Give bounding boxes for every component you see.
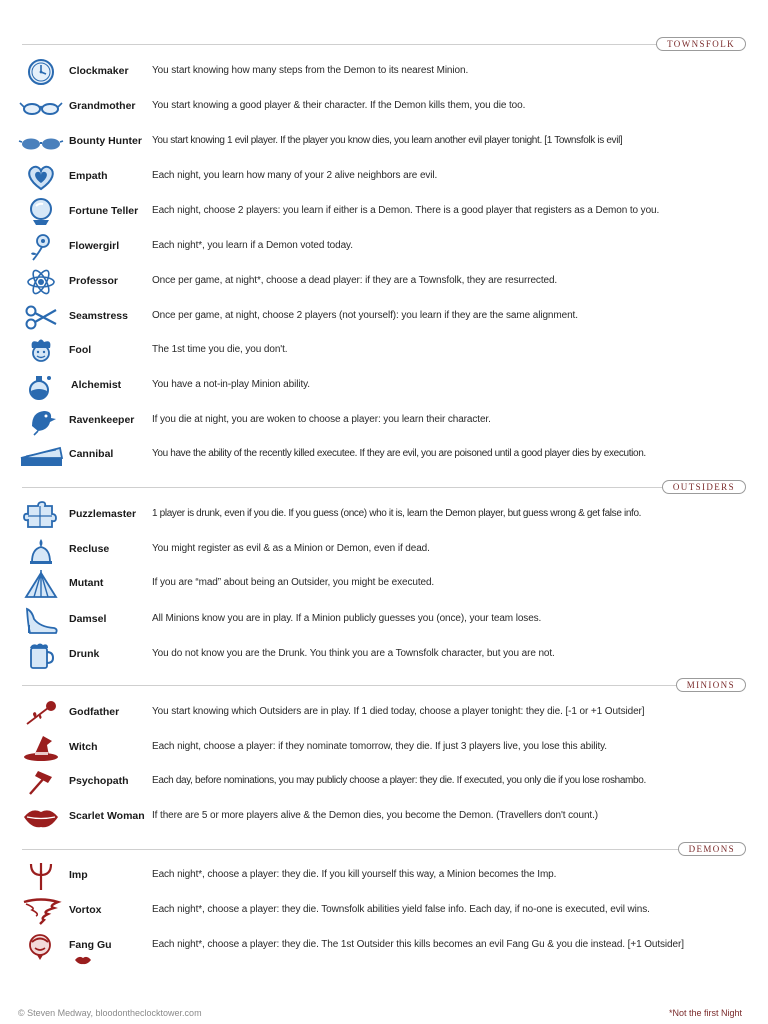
character-name: Mutant <box>69 577 104 589</box>
rose-icon <box>18 698 64 728</box>
character-ability: Each night*, you learn if a Demon voted today. <box>152 240 353 251</box>
shoe-icon <box>18 605 64 635</box>
character-name: Fool <box>69 344 92 356</box>
small-lips-icon <box>74 953 92 965</box>
jester-icon <box>18 336 64 366</box>
character-name: Seamstress <box>69 310 128 322</box>
character-row-psychopath <box>18 766 748 800</box>
vortex-icon <box>18 896 64 926</box>
townsfolk-divider <box>22 37 746 51</box>
character-name: Fortune Teller <box>69 205 139 217</box>
character-row-puzzlemaster <box>18 499 748 533</box>
character-row-recluse <box>18 534 748 568</box>
character-name: Imp <box>69 869 88 881</box>
divider-line <box>22 849 746 850</box>
hammer-icon <box>18 767 64 797</box>
character-name: Vortox <box>69 904 102 916</box>
character-row-witch <box>18 732 748 766</box>
crystal-ball-icon <box>18 197 64 227</box>
character-name: Recluse <box>69 543 110 555</box>
character-row-imp <box>18 860 748 894</box>
character-name: Drunk <box>69 648 100 660</box>
puzzle-icon <box>18 500 64 530</box>
copyright-text: © Steven Medway, bloodontheclocktower.com <box>18 1008 202 1018</box>
character-row-alchemist <box>18 370 748 404</box>
divider-line <box>22 685 746 686</box>
character-name: Fang Gu <box>69 939 112 951</box>
character-ability: All Minions know you are in play. If a Minion publicly guesses you (once), your team loses. <box>152 613 542 624</box>
character-row-scarlet-woman <box>18 801 748 835</box>
character-row-clockmaker <box>18 56 748 90</box>
character-ability: Each night*, choose a player: they die. If you kill yourself this way, a Minion becomes the Imp. <box>152 869 557 880</box>
character-ability: The 1st time you die, you don't. <box>152 344 288 355</box>
character-name: Clockmaker <box>69 65 129 77</box>
trident-icon <box>18 861 64 891</box>
character-name: Ravenkeeper <box>69 414 135 426</box>
character-ability: If there are 5 or more players alive & the Demon dies, you become the Demon. (Travellers don't count.) <box>152 810 598 821</box>
character-ability: Once per game, at night*, choose a dead player: if they are a Townsfolk, they are resurrected. <box>152 275 558 286</box>
character-ability: Each day, before nominations, you may publicly choose a player: they die. If executed, you only die if you lose roshambo. <box>152 775 646 786</box>
outsiders-section-tag: OUTSIDERS <box>662 480 746 494</box>
character-name: Godfather <box>69 706 120 718</box>
character-ability: Once per game, at night, choose 2 players (not yourself): you learn if they are the same alignment. <box>152 310 578 321</box>
character-row-seamstress <box>18 301 748 335</box>
character-name: Bounty Hunter <box>69 135 142 147</box>
character-row-damsel <box>18 604 748 638</box>
potion-icon <box>18 371 64 401</box>
character-row-flowergirl <box>18 231 748 265</box>
character-row-mutant <box>18 568 748 602</box>
demons-section-tag: DEMONS <box>678 842 746 856</box>
character-ability: Each night, you learn how many of your 2 alive neighbors are evil. <box>152 170 438 181</box>
character-row-drunk <box>18 639 748 673</box>
witch-hat-icon <box>18 733 64 763</box>
character-name: Grandmother <box>69 100 136 112</box>
character-name: Empath <box>69 170 108 182</box>
character-name: Damsel <box>69 613 107 625</box>
glasses-icon <box>18 127 64 157</box>
character-ability: You start knowing a good player & their character. If the Demon kills them, you die too. <box>152 100 526 111</box>
character-row-professor <box>18 266 748 300</box>
divider-line <box>22 487 746 488</box>
atom-icon <box>18 267 64 297</box>
character-ability: You do not know you are the Drunk. You think you are a Townsfolk character, but you are not. <box>152 648 555 659</box>
character-name: Psychopath <box>69 775 129 787</box>
outsiders-divider <box>22 480 746 494</box>
scissors-icon <box>18 302 64 332</box>
character-name: Scarlet Woman <box>69 810 145 822</box>
character-row-empath <box>18 161 748 195</box>
character-row-godfather <box>18 697 748 731</box>
character-name: Puzzlemaster <box>69 508 137 520</box>
character-row-fortune-teller <box>18 196 748 230</box>
spectacles-icon <box>18 92 64 122</box>
heart-icon <box>18 162 64 192</box>
character-name: Flowergirl <box>69 240 120 252</box>
minions-divider <box>22 678 746 692</box>
character-ability: If you are “mad” about being an Outsider, you might be executed. <box>152 577 435 588</box>
character-ability: You have a not-in-play Minion ability. <box>152 379 310 390</box>
first-night-note: *Not the first Night <box>668 1008 742 1018</box>
raven-icon <box>18 406 64 436</box>
demons-divider <box>22 842 746 856</box>
character-ability: You start knowing which Outsiders are in play. If 1 died today, choose a player tonight: they die. [-1 or +1 Outsider] <box>152 706 645 717</box>
mug-icon <box>18 640 64 670</box>
pie-icon <box>18 440 64 470</box>
character-row-fool <box>18 335 748 369</box>
character-ability: You might register as evil & as a Minion or Demon, even if dead. <box>152 543 430 554</box>
character-row-cannibal <box>18 439 748 473</box>
lamp-icon <box>18 535 64 565</box>
fang-gu-icon <box>18 931 64 961</box>
character-name: Witch <box>69 741 98 753</box>
character-ability: You have the ability of the recently killed executee. If they are evil, you are poisoned until a good player dies by execution. <box>152 448 646 459</box>
character-ability: Each night, choose 2 players: you learn if either is a Demon. There is a good player that registers as a Demon to you. <box>152 205 660 216</box>
minions-section-tag: MINIONS <box>676 678 746 692</box>
character-ability: Each night*, choose a player: they die. Townsfolk abilities yield false info. Each day, if no-one is executed, evil wins. <box>152 904 650 915</box>
character-ability: Each night*, choose a player: they die. The 1st Outsider this kills becomes an evil Fang Gu & you die instead. [+1 Outsider] <box>152 939 684 950</box>
character-ability: 1 player is drunk, even if you die. If you guess (once) who it is, learn the Demon player, but guess wrong & get false info. <box>152 508 642 519</box>
character-row-ravenkeeper <box>18 405 748 439</box>
lips-icon <box>18 802 64 832</box>
character-name: Professor <box>69 275 119 287</box>
townsfolk-section-tag: TOWNSFOLK <box>656 37 746 51</box>
character-row-vortox <box>18 895 748 929</box>
character-ability: If you die at night, you are woken to choose a player: you learn their character. <box>152 414 491 425</box>
flower-icon <box>18 232 64 262</box>
divider-line <box>22 44 746 45</box>
clock-icon <box>18 57 64 87</box>
character-ability: You start knowing how many steps from the Demon to its nearest Minion. <box>152 65 469 76</box>
character-name: Cannibal <box>69 448 114 460</box>
character-ability: Each night, choose a player: if they nominate tomorrow, they die. If just 3 players live, you lose this ability. <box>152 741 607 752</box>
tent-icon <box>18 569 64 599</box>
character-ability: You start knowing 1 evil player. If the player you know dies, you learn another evil player tonight. [1 Townsfolk is evil] <box>152 135 623 146</box>
character-row-bounty-hunter <box>18 126 748 160</box>
character-row-grandmother <box>18 91 748 125</box>
character-row-fang-gu <box>18 930 748 964</box>
character-name: Alchemist <box>71 379 122 391</box>
